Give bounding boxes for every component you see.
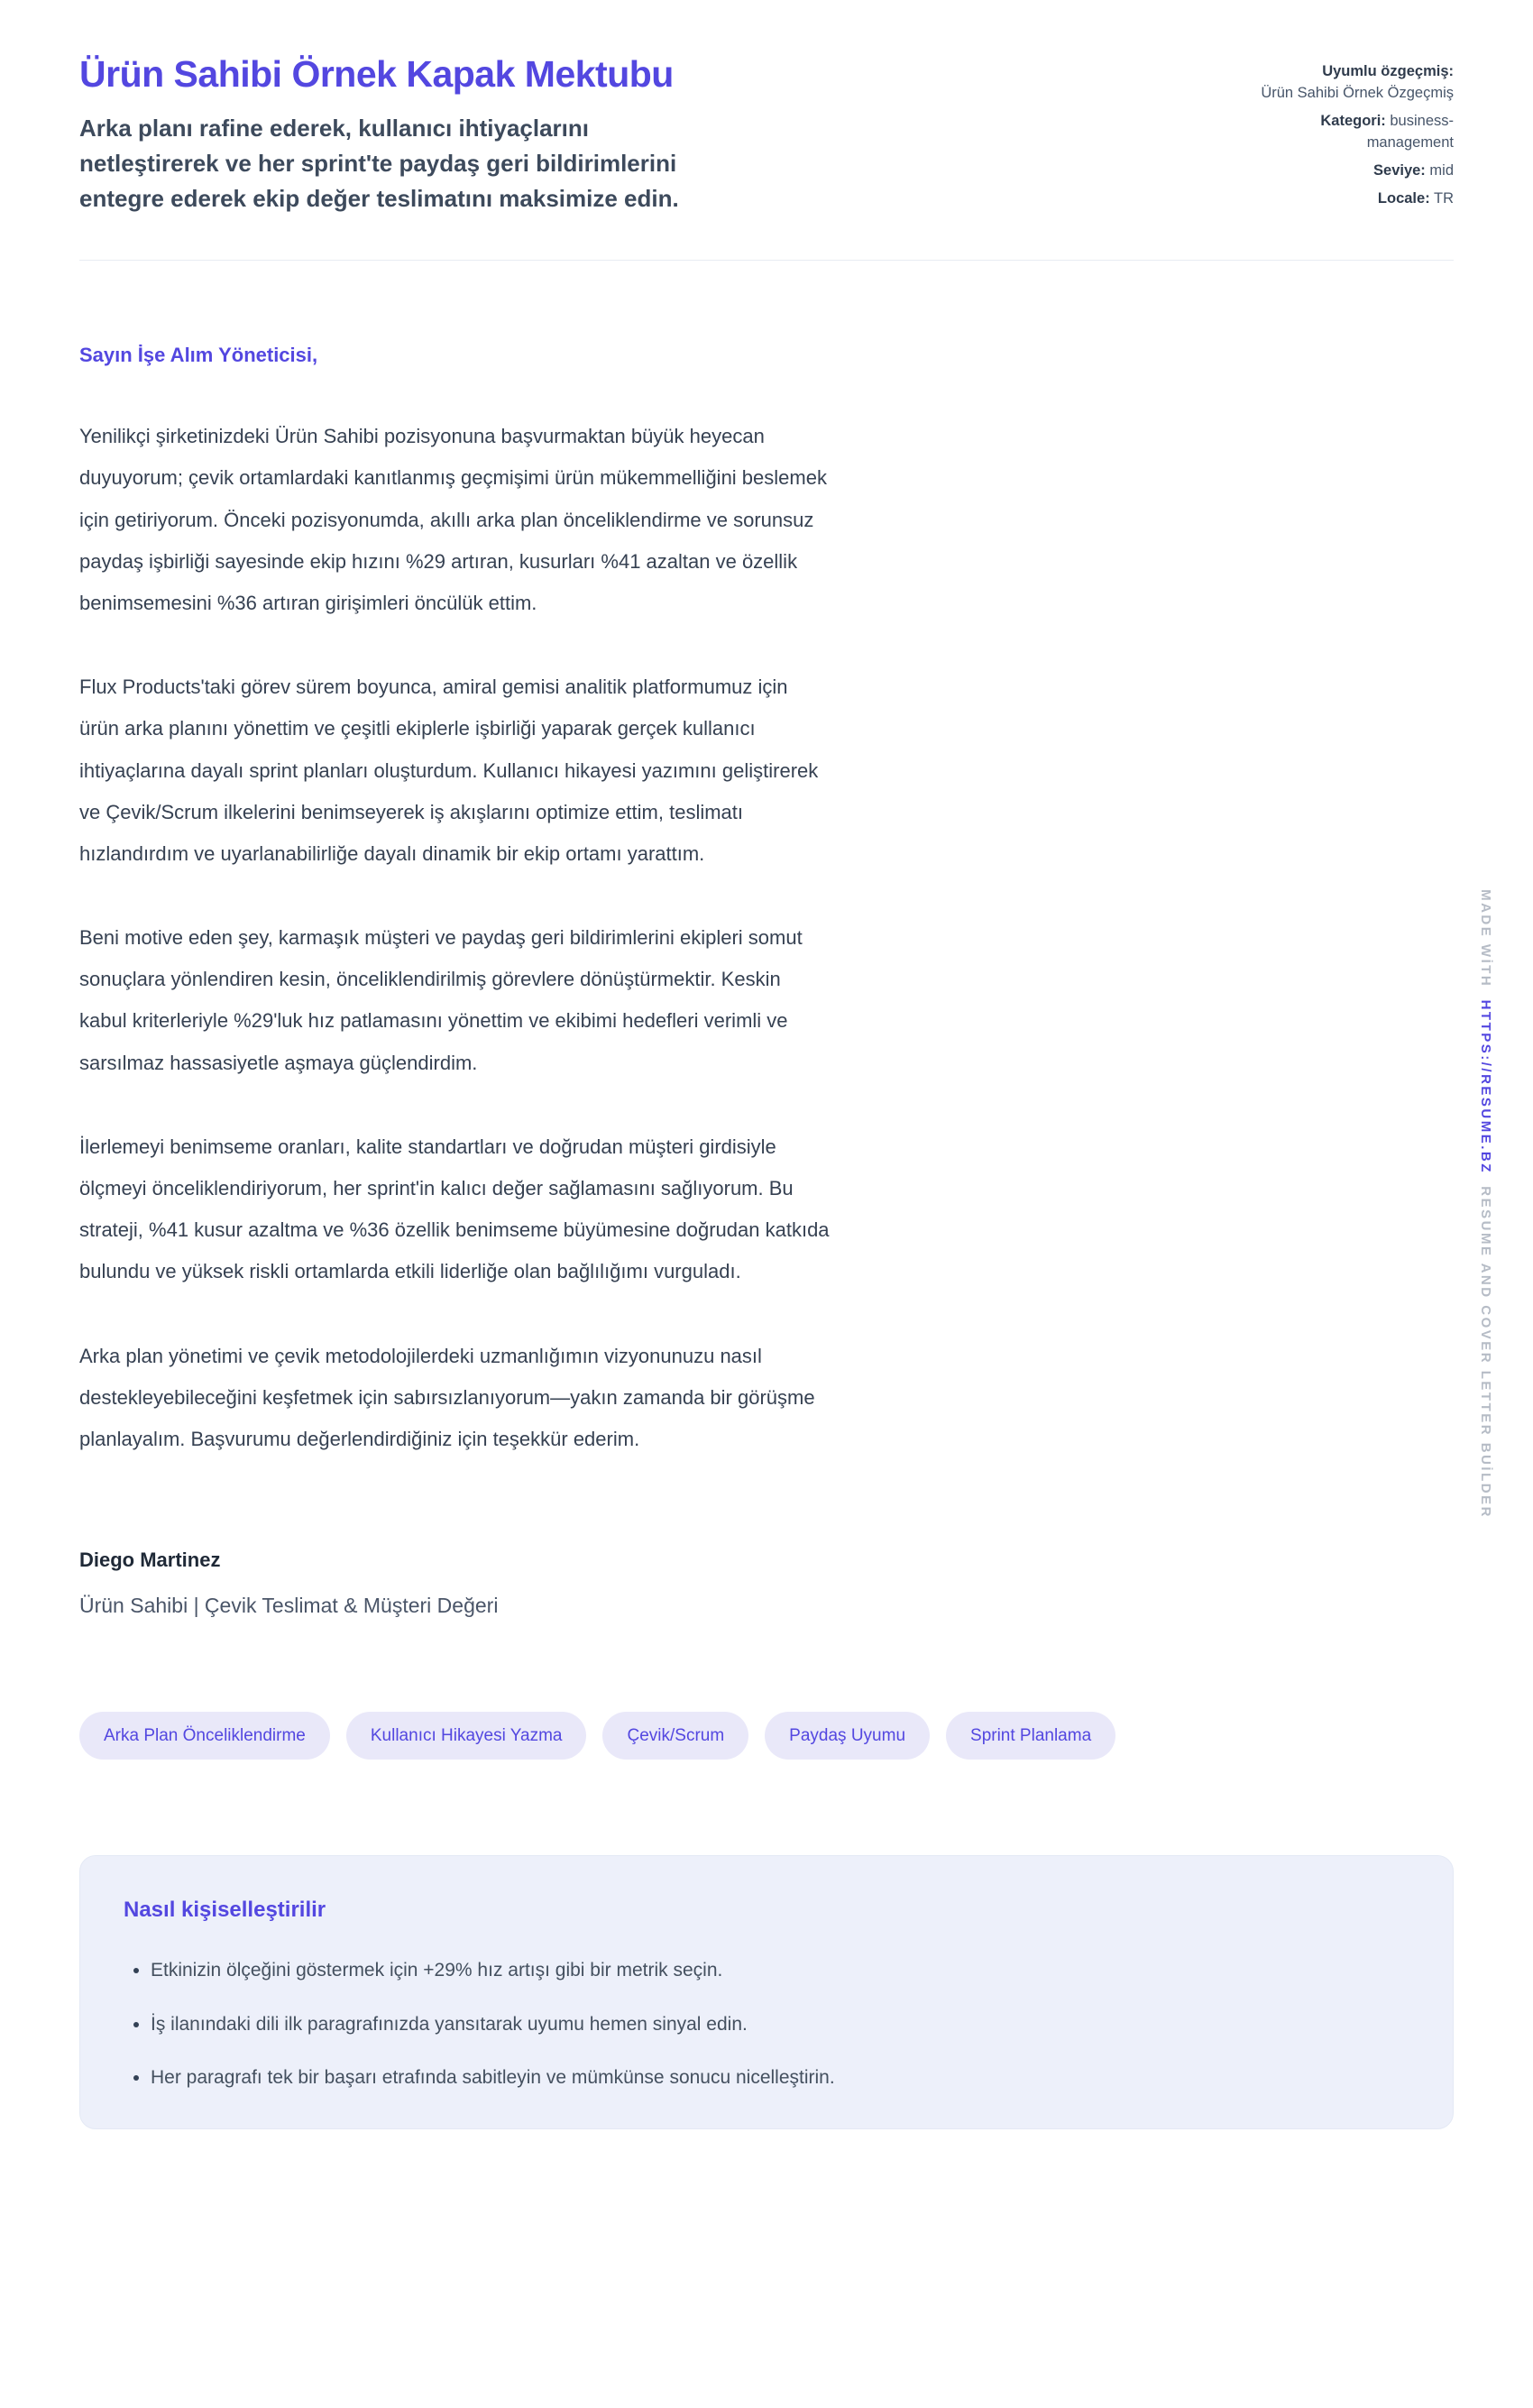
meta-locale [1244,188,1454,210]
header [79,52,1454,216]
meta-resume [1244,61,1454,105]
meta-panel [1244,52,1454,216]
meta-category [1244,111,1454,154]
skill-tag[interactable]: Sprint Planlama [946,1712,1115,1760]
personalization-tips-box [79,1855,1454,2129]
page-subtitle: Arka planı rafine ederek, kullanıcı ihtiyaçlarını netleştirerek ve her sprint'te paydaş geri bildirimlerini entegre ederek ekip değer teslimatını maksimize edin. [79,115,679,213]
meta-category-value: business-management [1366,112,1454,151]
meta-locale-value: TR [1434,189,1454,207]
watermark-suffix: RESUME AND COVER LETTER BUİLDER [1478,1186,1493,1519]
letter-greeting: Sayın İşe Alım Yöneticisi, [79,344,318,367]
letter-paragraph: Flux Products'taki görev sürem boyunca, amiral gemisi analitik platformumuz için ürün arka planını yönettim ve çeşitli ekiplerle işbirliği yaparak gerçek kullanıcı ihtiyaçlarına dayalı sprint planları oluşturdum. Kullanıcı hikayesi yazımını geliştirerek ve Çevik/Scrum ilkelerini benimseyerek iş akışlarını optimize ettim, teslimatı hızlandırdım ve uyarlanabilirliğe dayalı dinamik bir ekip ortamı yarattım. [79,676,819,865]
letter-paragraph: İlerlemeyi benimseme oranları, kalite standartları ve doğrudan müşteri girdisiyle ölçmeyi önceliklendiriyorum, her sprint'in kalıcı değer sağlamasını sağlıyorum. Bu strateji, %41 kusur azaltma ve %36 özellik benimseme büyümesine doğrudan katkıda bulundu ve yüksek riskli ortamlarda etkili liderliğe olan bağlılığımı vurguladı. [79,1135,830,1283]
meta-resume-label: Uyumlu özgeçmiş: [1322,63,1454,79]
header-text [79,52,702,216]
skill-tag[interactable]: Paydaş Uyumu [765,1712,930,1760]
meta-category-label: Kategori: [1320,112,1386,129]
tips-list [124,1957,1409,2091]
meta-level [1244,161,1454,182]
skill-tags [79,1712,1454,1760]
signature-title: Ürün Sahibi | Çevik Teslimat & Müşteri Değeri [79,1594,499,1618]
skill-tag[interactable]: Kullanıcı Hikayesi Yazma [346,1712,587,1760]
tip-item: • İş ilanındaki dili ilk paragrafınızda yansıtarak uyumu hemen sinyal edin. [151,2011,1409,2037]
tip-item: • Her paragrafı tek bir başarı etrafında sabitleyin ve mümkünse sonucu nicelleştirin. [151,2064,1409,2091]
meta-level-label: Seviye: [1373,161,1426,179]
meta-locale-label: Locale: [1377,189,1430,207]
signature-name: Diego Martinez [79,1549,221,1572]
tip-item: • Etkinizin ölçeğini göstermek için +29% hız artışı gibi bir metrik seçin. [151,1957,1409,1983]
made-with-watermark [1478,889,1493,1519]
watermark-prefix: MADE WİTH [1478,889,1493,988]
meta-level-value: mid [1429,161,1454,179]
letter-body [79,261,1454,2129]
resume-bz-link[interactable]: HTTPS://RESUME.BZ [1478,999,1493,1174]
letter-paragraph: Yenilikçi şirketinizdeki Ürün Sahibi pozisyonuna başvurmaktan büyük heyecan duyuyorum; çevik ortamlardaki kanıtlanmış geçmişimi ürün mükemmelliğini beslemek için getiriyorum. Önceki pozisyonumda, akıllı arka plan önceliklendirme ve sorunsuz paydaş işbirliği sayesinde ekip hızını %29 artıran, kusurları %41 azaltan ve özellik benimsemesini %36 artıran girişimleri öncülük ettim. [79,425,827,614]
meta-resume-value: Ürün Sahibi Örnek Özgeçmiş [1261,84,1454,101]
tips-heading: Nasıl kişiselleştirilir [124,1898,326,1923]
page-title: Ürün Sahibi Örnek Kapak Mektubu [79,53,674,95]
skill-tag[interactable]: Çevik/Scrum [602,1712,748,1760]
skill-tag[interactable]: Arka Plan Önceliklendirme [79,1712,330,1760]
letter-paragraph: Beni motive eden şey, karmaşık müşteri ve paydaş geri bildirimlerini ekipleri somut sonuçlara yönlendiren kesin, önceliklendirilmiş görevlere dönüştürmektir. Keskin kabul kriterleriyle %29'luk hız patlamasını yönettim ve ekibimi hedefleri verimli ve sarsılmaz hassasiyetle aşmaya güçlendirdim. [79,926,803,1074]
letter-paragraph: Arka plan yönetimi ve çevik metodolojilerdeki uzmanlığımın vizyonunuzu nasıl destekleyebileceğini keşfetmek için sabırsızlanıyorum—yakın zamanda bir görüşme planlayalım. Başvurumu değerlendirdiğiniz için teşekkür ederim. [79,1344,815,1450]
